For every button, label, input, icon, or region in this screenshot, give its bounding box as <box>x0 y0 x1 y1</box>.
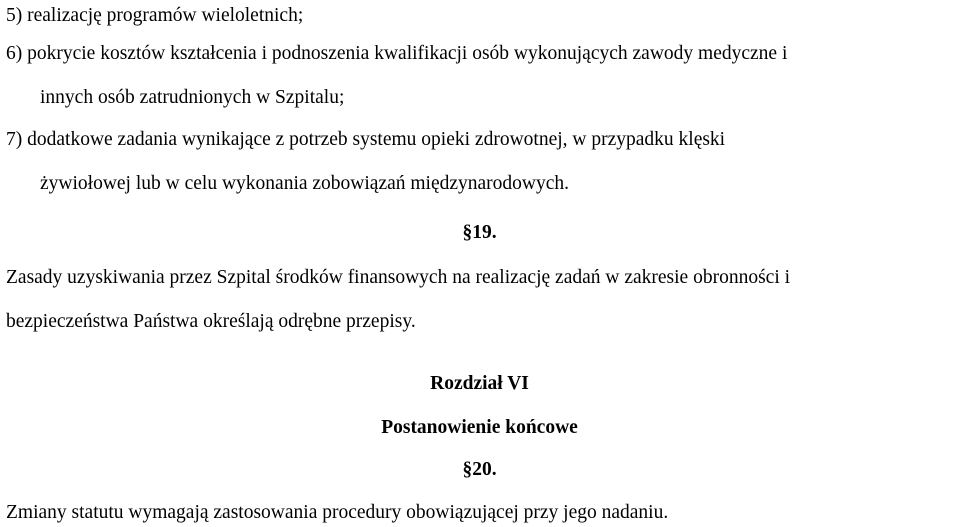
section-19-heading: §19. <box>462 222 497 243</box>
chapter-title: Rozdział VI <box>430 373 529 394</box>
section-19-line-2: bezpieczeństwa Państwa określają odrębne przepisy. <box>6 311 416 332</box>
section-20-heading: §20. <box>462 459 497 480</box>
section-19-line-1: Zasady uzyskiwania przez Szpital środków finansowych na realizację zadań w zakresie obronności i <box>6 267 791 288</box>
chapter-subtitle: Postanowienie końcowe <box>381 417 578 438</box>
list-item-6-line-2: innych osób zatrudnionych w Szpitalu; <box>40 87 345 108</box>
list-item-7-line-1: 7) dodatkowe zadania wynikające z potrzeb systemu opieki zdrowotnej, w przypadku klęski <box>6 129 726 150</box>
list-item-5: 5) realizację programów wieloletnich; <box>6 5 304 26</box>
list-item-6-line-1: 6) pokrycie kosztów kształcenia i podnoszenia kwalifikacji osób wykonujących zawody medyczne i <box>6 43 788 64</box>
section-20-line-1: Zmiany statutu wymagają zastosowania procedury obowiązującej przy jego nadaniu. <box>6 502 669 523</box>
list-item-7-line-2: żywiołowej lub w celu wykonania zobowiązań międzynarodowych. <box>40 173 570 194</box>
